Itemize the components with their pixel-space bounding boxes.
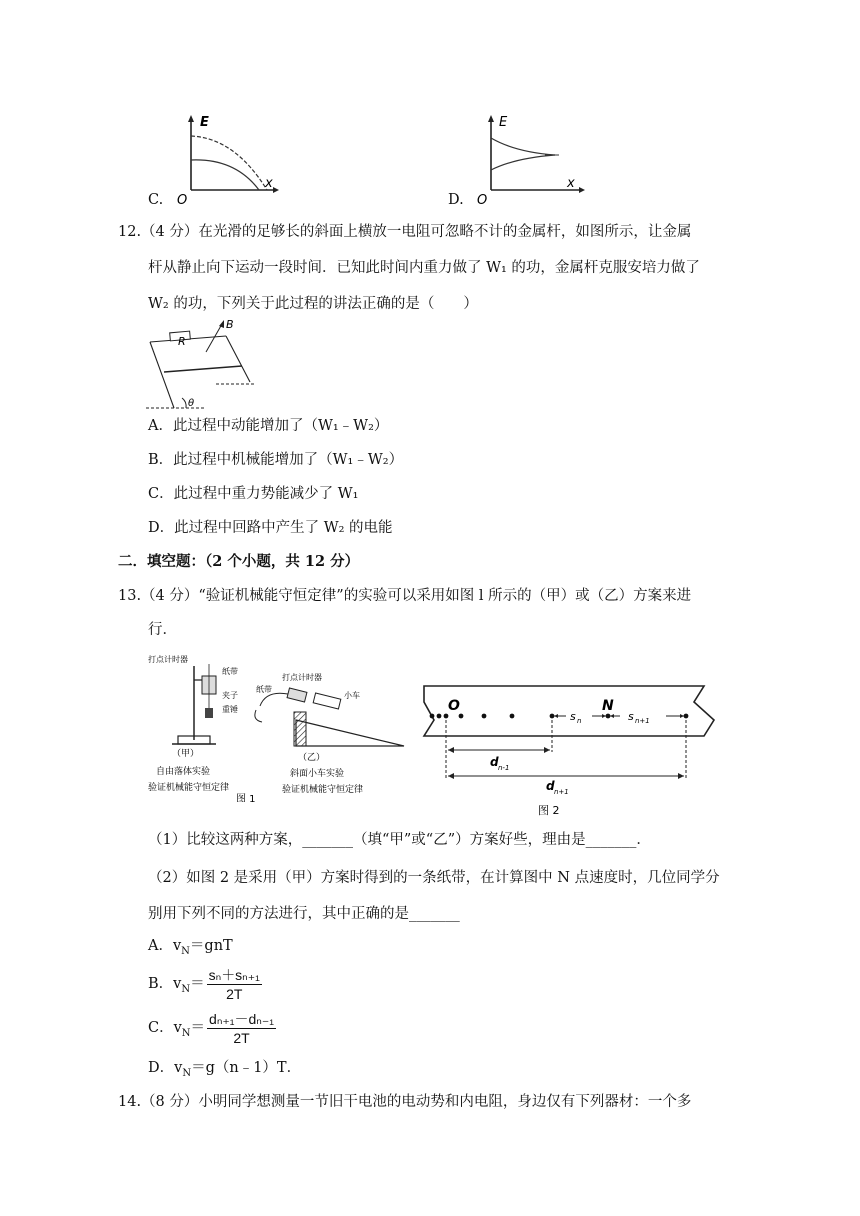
q13-option-d-prefix: D．v [148, 1060, 183, 1076]
q13-option-a-sub: N [181, 945, 190, 957]
graph-d-e-label: E [499, 115, 508, 130]
q13-option-d-sub: N [182, 1067, 192, 1079]
q13-option-d-rest: ＝g（n﹣1）T． [191, 1060, 302, 1076]
fig1-jia-clamp-label: 夹子 [222, 691, 238, 700]
fig1-yi-tape-label: 纸带 [256, 685, 272, 694]
q13-option-b [148, 964, 262, 1004]
fig1-yi-caption-1: 斜面小车实验 [290, 769, 345, 779]
q12-option-b: B．此过程中机械能增加了（W₁﹣W₂） [148, 452, 404, 468]
q12-line-1: 12.（4 分）在光滑的足够长的斜面上横放一电阻可忽略不计的金属杆，如图所示，让金属 [118, 224, 692, 240]
q13-option-b-prefix: B．v [148, 976, 182, 992]
q14-line-1: 14.（8 分）小明同学想测量一节旧干电池的电动势和内电阻，身边仅有下列器材：一个多 [118, 1094, 692, 1110]
q13-line-2: 行． [148, 622, 177, 638]
q13-figure-1 [148, 650, 410, 802]
q13-option-d [148, 1058, 301, 1084]
graph-d [475, 112, 595, 208]
q12-r-label: R [178, 335, 186, 348]
fig2-dn-1-sub: n-1 [498, 764, 510, 772]
fig2-dn1-label: d [546, 779, 555, 793]
q12-option-c: C．此过程中重力势能减少了 W₁ [148, 486, 359, 502]
fig2-sn-sub: n [577, 717, 582, 725]
q13-option-b-fraction [207, 966, 262, 1003]
fig2-dn1-sub: n+1 [554, 788, 569, 796]
q13-option-c [148, 1008, 276, 1048]
q12-option-a: A．此过程中动能增加了（W₁﹣W₂） [148, 418, 389, 434]
fig2-n-label: N [602, 698, 614, 714]
q13-line-1: 13.（4 分）“验证机械能守恒定律”的实验可以采用如图 l 所示的（甲）或（乙）方案来进 [118, 588, 692, 604]
q13-option-a-prefix: A．v [148, 938, 182, 954]
fig1-jia-weight-label: 重锤 [222, 705, 238, 714]
graph-c-option-label: C. [148, 192, 164, 208]
fig1-yi-label: （乙） [298, 753, 326, 763]
fig1-jia-tape-label: 纸带 [222, 667, 238, 676]
graph-c-origin: O [177, 193, 188, 208]
q13-figure-2 [420, 680, 718, 818]
q12-option-d: D．此过程中回路中产生了 W₂ 的电能 [148, 520, 393, 536]
fig2-caption: 图 2 [538, 804, 560, 817]
fig2-sn-label: s [570, 710, 576, 723]
fig1-jia-timer-label: 打点计时器 [148, 655, 188, 664]
fig1-yi-caption-2: 验证机械能守恒定律 [282, 785, 364, 795]
q13-option-a-rest: ＝gnT [189, 938, 233, 954]
graph-c [175, 112, 285, 208]
fig1-yi-timer-label: 打点计时器 [282, 673, 322, 682]
q13-option-b-eq: ＝ [190, 976, 205, 992]
q13-option-c-prefix: C．v [148, 1020, 182, 1036]
q13-option-b-sub: N [181, 983, 191, 995]
q13-part-1: （1）比较这两种方案，_______（填“甲”或“乙”）方案好些，理由是_______． [148, 832, 651, 848]
q12-theta-label: θ [188, 398, 195, 409]
q13-option-c-sub: N [181, 1027, 191, 1039]
graph-c-x-label: x [265, 176, 273, 191]
fig1-jia-caption-2: 验证机械能守恒定律 [148, 783, 230, 793]
fig1-jia-label: （甲） [172, 749, 200, 759]
q13-option-c-eq: ＝ [190, 1020, 206, 1036]
q13-option-a [148, 936, 233, 962]
fig2-o-label: O [448, 698, 460, 714]
q12-incline-figure [146, 316, 266, 412]
graph-c-e-label: E [200, 115, 209, 130]
graph-d-origin: O [477, 193, 488, 208]
q13-part-2-line-1: （2）如图 2 是采用（甲）方案时得到的一条纸带，在计算图中 N 点速度时，几位同学分 [148, 870, 720, 886]
q13-part-2-line-2: 别用下列不同的方法进行，其中正确的是_______ [148, 906, 460, 922]
fig2-dn-1-label: d [490, 755, 499, 769]
graph-d-x-label: x [567, 176, 575, 191]
q12-b-label: B [226, 318, 234, 331]
q13-option-b-numerator: sₙ＋sₙ₊₁ [208, 966, 260, 983]
q13-option-c-fraction [207, 1010, 276, 1047]
fig1-yi-cart-label: 小车 [344, 691, 360, 700]
fig1-caption: 图 1 [236, 794, 256, 802]
q13-option-c-denominator: 2T [233, 1029, 250, 1046]
q13-option-b-denominator: 2T [226, 985, 243, 1002]
q13-option-c-numerator: dₙ₊₁－dₙ₋₁ [209, 1010, 275, 1027]
section-2-heading: 二．填空题：（2 个小题，共 12 分） [118, 553, 360, 570]
q12-line-3: W₂ 的功，下列关于此过程的讲法正确的是（ ） [148, 296, 478, 312]
fig2-sn1-label: s [628, 710, 634, 723]
fig1-jia-caption-1: 自由落体实验 [156, 767, 211, 777]
fig2-sn1-sub: n+1 [635, 717, 650, 725]
graph-d-option-label: D. [448, 192, 464, 208]
q12-line-2: 杆从静止向下运动一段时间．已知此时间内重力做了 W₁ 的功，金属杆克服安培力做了 [148, 260, 700, 276]
